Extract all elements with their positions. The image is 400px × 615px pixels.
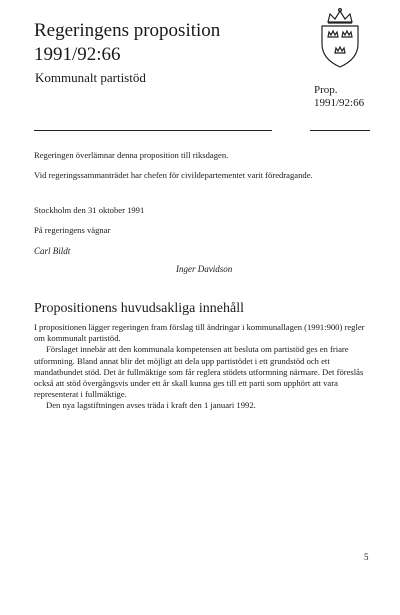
three-crowns-coat-of-arms-icon xyxy=(314,6,366,70)
document-title: Regeringens proposition xyxy=(34,20,221,41)
intro-paragraph: Vid regeringssammanträdet har chefen för civildepartementet varit föredragande. xyxy=(34,170,313,180)
signature-prime-minister: Carl Bildt xyxy=(34,246,71,256)
document-subtitle: Kommunalt partistöd xyxy=(35,70,146,85)
document-number-title: 1991/92:66 xyxy=(34,44,121,65)
signature-minister: Inger Davidson xyxy=(176,264,233,274)
header-divider-left xyxy=(34,130,272,131)
summary-paragraph: Förslaget innebär att den kommunala kompetensen att besluta om partistöd ges en friare utformning. Bland annat blir det möjligt att dela upp partistödet i ett grundstöd och ett mandatbundet stöd. Det är fullmäktige som får reglera stödets utformning närmare. Det föreslås också att stöd övergångsvis under ett år skall kunna ges till ett parti som upphört att vara representerat i fullmäktige. xyxy=(34,344,364,400)
summary-paragraph: I propositionen lägger regeringen fram förslag till ändringar i kommunallagen (1991:900) regler om kommunalt partistöd. xyxy=(34,322,365,344)
summary-paragraph: Den nya lagstiftningen avses träda i kraft den 1 januari 1992. xyxy=(46,400,256,411)
prop-label: Prop. xyxy=(314,84,338,96)
header-divider-right xyxy=(310,130,370,131)
page-number: 5 xyxy=(364,552,369,562)
section-heading: Propositionens huvudsakliga innehåll xyxy=(34,301,244,316)
summary-section xyxy=(34,322,370,412)
date-line: Stockholm den 31 oktober 1991 xyxy=(34,205,145,215)
intro-paragraph: Regeringen överlämnar denna proposition till riksdagen. xyxy=(34,150,229,160)
prop-number: 1991/92:66 xyxy=(314,97,365,109)
on-behalf-line: På regeringens vägnar xyxy=(34,225,111,235)
